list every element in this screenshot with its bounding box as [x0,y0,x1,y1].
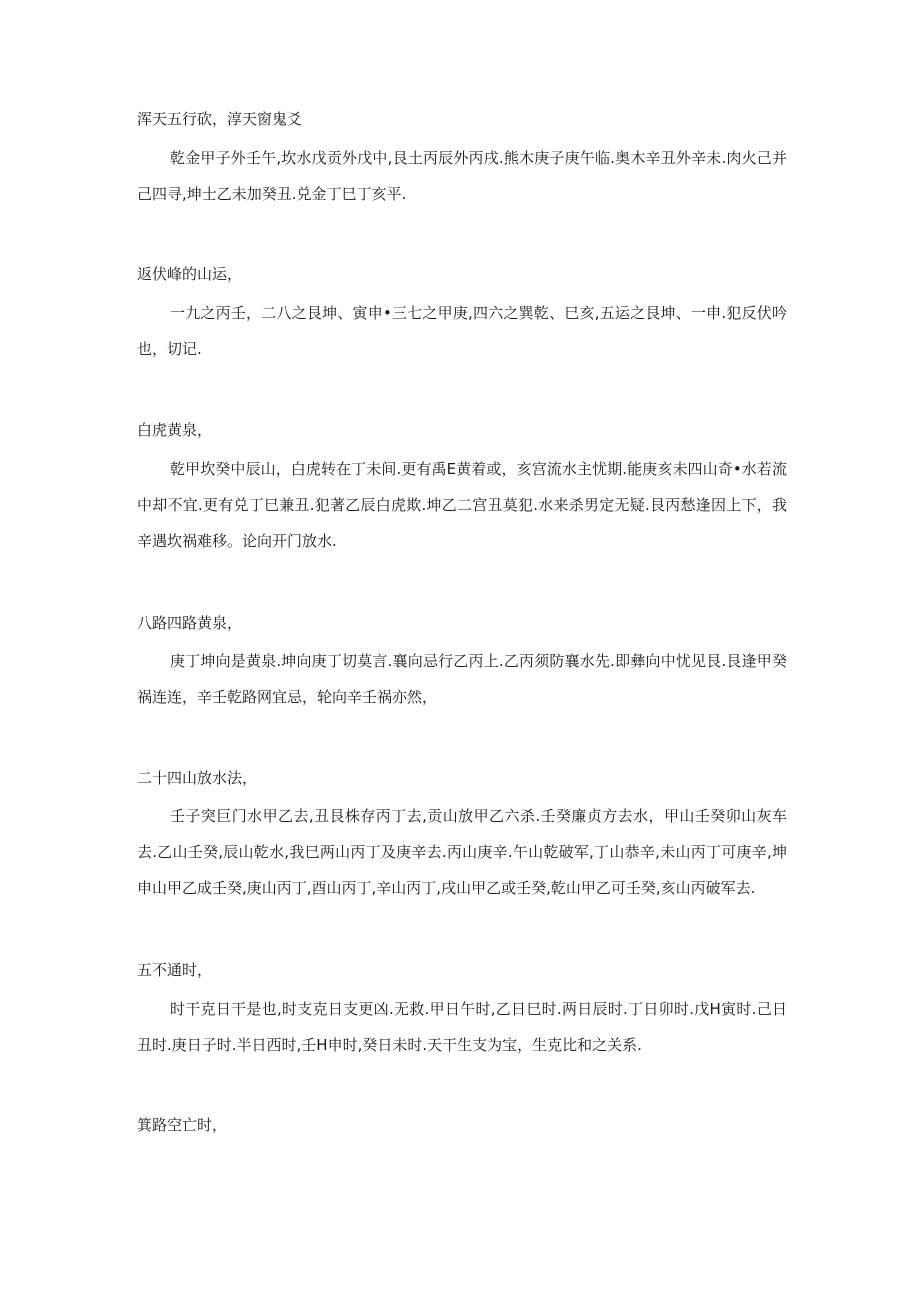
section-heading: 返伏峰的山运， [137,265,243,283]
section-heading: 五不通时， [137,961,213,979]
section-heading: 浑天五行砍，淳天窗鬼爻 [137,110,303,128]
section-heading: 白虎黄泉， [137,421,213,439]
section-paragraph: 时干克日干是也,时支克日支更凶.无救.甲日午时,乙日巳时.两日辰时.丁日卯时.戊H寅时.己日丑时.庚日子时.半日西时,壬H申时,癸日未时.天干生支为宝，生克比和之关系. [137,1000,787,1054]
section-paragraph: 一九之丙壬，二八之艮坤、寅申•三七之甲庚,四六之巽乾、巳亥,五运之艮坤、一申.犯反伏吟也，切记. [137,304,787,358]
section-heading: 二十四山放水法， [137,769,258,787]
section-paragraph: 乾金甲子外壬午,坎水戊贡外戊中,艮土丙辰外丙戌.熊木庚子庚午临.奥木辛丑外辛未.肉火己并己四寻,坤士乙未加癸丑.兑金丁巳丁亥平. [137,149,787,203]
section-paragraph: 壬子突巨门水甲乙去,丑艮株存丙丁去,贡山放甲乙六杀.壬癸廉贞方去水，甲山壬癸卯山灰车去.乙山壬癸,辰山乾水,我巳两山丙丁及庚辛去.丙山庚辛.午山乾破军,丁山恭辛,未山丙丁可庚辛,坤申山甲乙成壬癸,庚山丙丁,酉山丙丁,辛山丙丁,戌山甲乙或壬癸,乾山甲乙可壬癸,亥山丙破军去. [137,807,787,897]
section-paragraph: 乾甲坎癸中辰山，白虎转在丁未间.更有禹E黄着或，亥宫流水主忧期.能庚亥未四山奇•水若流中却不宜.更有兑丁巳兼丑.犯著乙辰白虎欺.坤乙二宫丑莫犯.水来杀男定无疑.艮丙愁逢因上下，我辛遇坎祸难移。论向开门放水. [137,460,787,550]
section-heading: 箕路空亡时， [137,1116,228,1134]
section-heading: 八路四路黄泉， [137,614,243,632]
section-paragraph: 庚丁坤向是黄泉.坤向庚丁切莫言.襄向忌行乙丙上.乙丙须防襄水先.即彝向中忧见艮.艮逢甲癸祸连连，辛壬乾路网宜忌，轮向辛壬祸亦然， [137,652,787,706]
